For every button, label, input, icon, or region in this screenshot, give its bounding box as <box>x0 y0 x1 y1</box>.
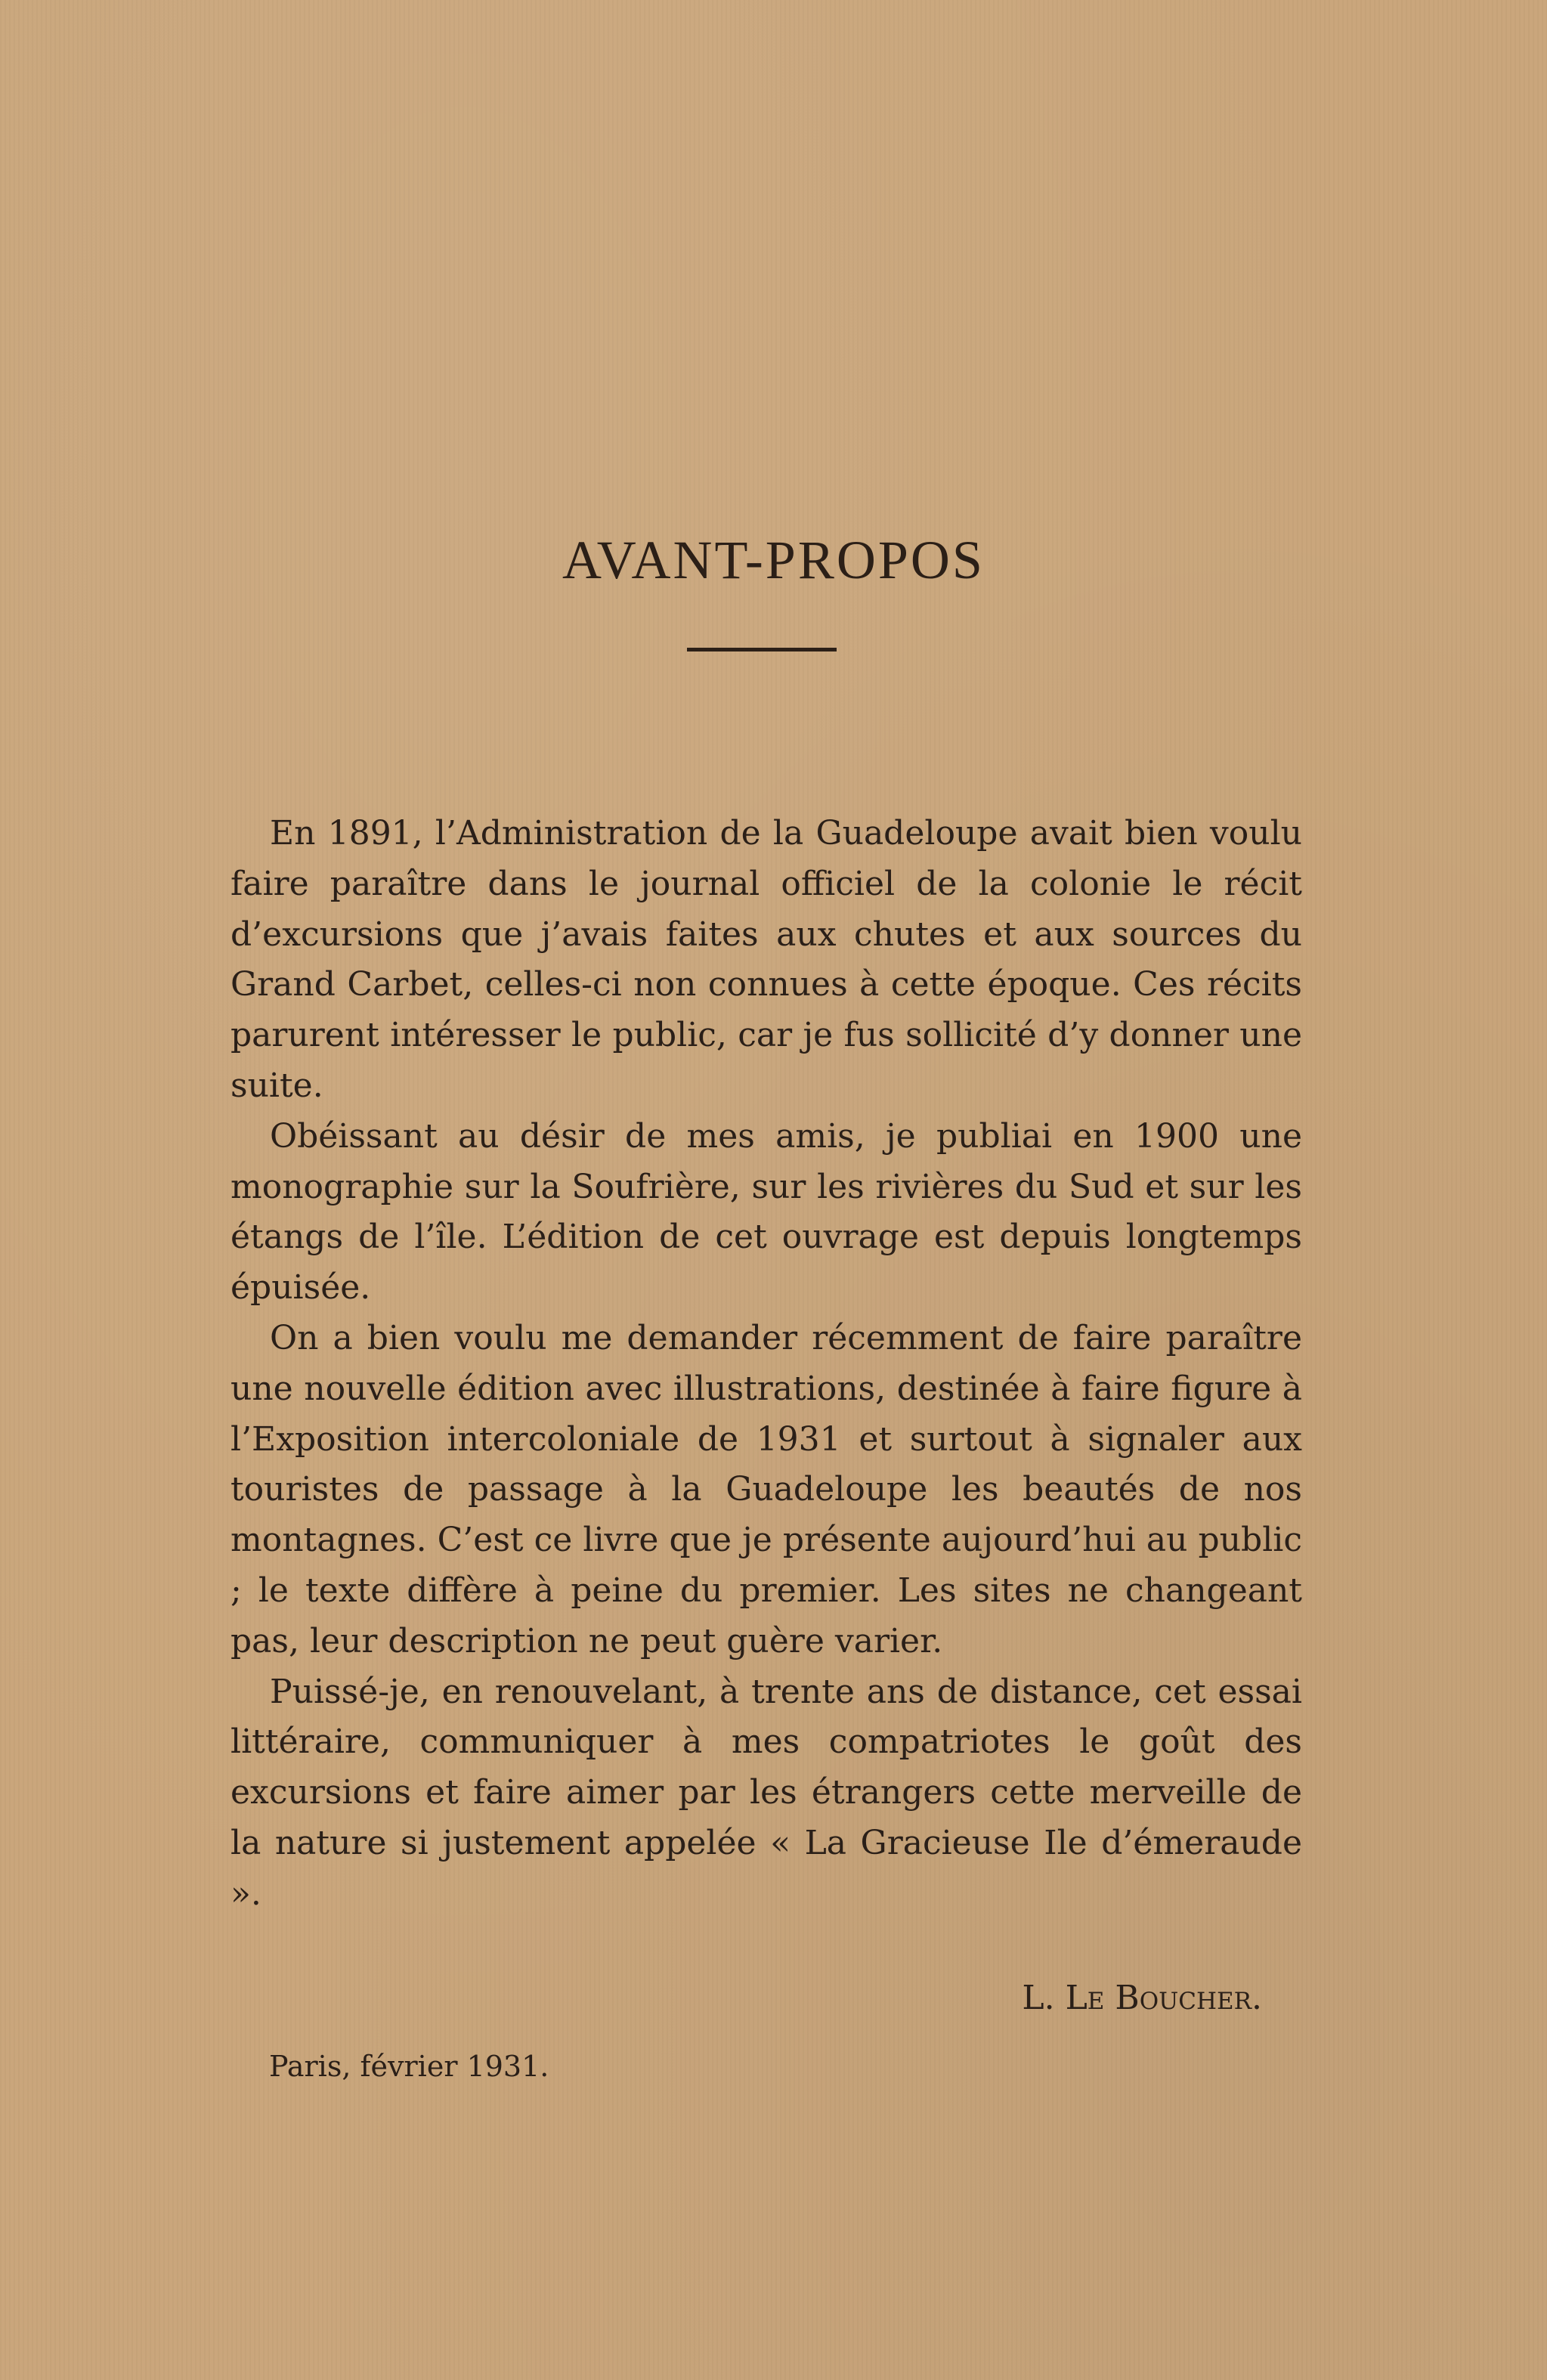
paragraph: Obéissant au désir de mes amis, je publiai en 1900 une monographie sur la Soufrière, sur les rivières du Sud et sur les étangs de l’île. L’édition de cet ouvrage est depuis longtemps épuisée. <box>231 1116 1302 1308</box>
paragraph: On a bien voulu me demander récemment de faire paraître une nouvelle édition avec illustrations, destinée à faire figure à l’Exposition intercoloniale de 1931 et surtout à signaler aux touristes de passage à la Guadeloupe les beautés de nos montagnes. C’est ce livre que je présente aujourd’hui au public ; le texte diffère à peine du premier. Les sites ne changeant pas, leur description ne peut guère varier. <box>231 1318 1302 1660</box>
place-date-line: Paris, février 1931. <box>269 2050 549 2083</box>
body-text <box>231 809 1302 1920</box>
author-signature: L. Le Boucher. <box>1022 1979 1262 2017</box>
title-divider <box>687 648 837 651</box>
page-title: AVANT-PROPOS <box>562 530 985 590</box>
paragraph: En 1891, l’Administration de la Guadeloupe avait bien voulu faire paraître dans le journal officiel de la colonie le récit d’excursions que j’avais faites aux chutes et aux sources du Grand Carbet, celles-ci non connues à cette époque. Ces récits parurent intéresser le public, car je fus sollicité d’y donner une suite. <box>231 814 1302 1105</box>
paragraph: Puissé-je, en renouvelant, à trente ans de distance, cet essai littéraire, communiquer à mes compatriotes le goût des excursions et faire aimer par les étrangers cette merveille de la nature si justement appelée « La Gracieuse Ile d’émeraude ». <box>231 1672 1302 1913</box>
